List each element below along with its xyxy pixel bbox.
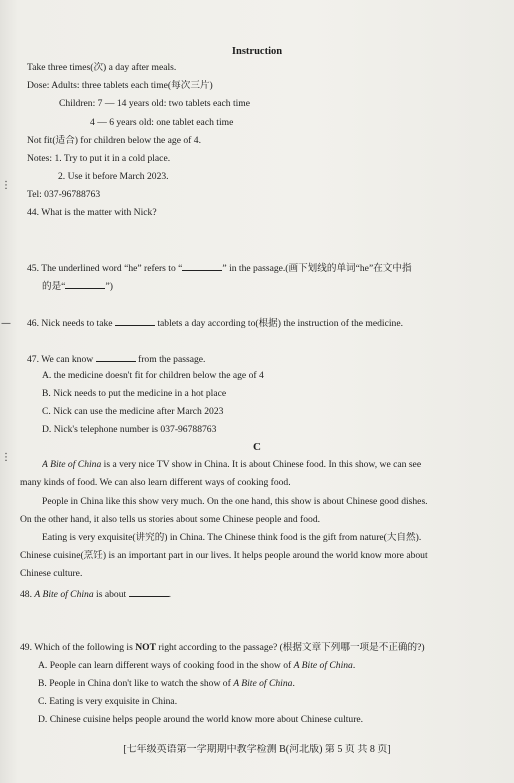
option: A. the medicine doesn't fit for children below the age of 4 <box>42 370 264 381</box>
option: D. Nick's telephone number is 037-96788763 <box>42 424 217 435</box>
passage-p2-line1: People in China like this show very much. On the one hand, this show is about Chinese good dishes. <box>42 496 428 507</box>
passage-p2-line2: On the other hand, it also tells us stories about some Chinese people and food. <box>20 514 321 525</box>
question-44-stem: 44. What is the matter with Nick? <box>27 207 157 218</box>
option: C. Eating is very exquisite in China. <box>38 696 178 707</box>
page-footer: [七年级英语第一学期期中教学检测 B(河北版) 第 5 页 共 8 页] <box>123 744 391 755</box>
stem-text: 45. The underlined word “he” refers to “ <box>27 263 183 274</box>
stem-text: 48. <box>20 589 35 600</box>
binding-mark: ⋮ <box>1 452 11 463</box>
show-title: A Bite of China <box>42 459 102 470</box>
answer-blank <box>65 279 105 289</box>
emphasis-not: NOT <box>135 642 156 653</box>
option-text: B. People in China don't like to watch the show of <box>38 678 234 689</box>
show-title: A Bite of China <box>34 589 94 600</box>
option: C. Nick can use the medicine after March 2023 <box>42 406 224 417</box>
passage-p3-line2: Chinese cuisine(烹饪) is an important part in our lives. It helps people around the world know more about <box>20 550 428 561</box>
passage-p3-line1: Eating is very exquisite(讲究的) in China. The Chinese think food is the gift from nature(大自然). <box>42 532 422 543</box>
passage-p1-line2: many kinds of food. We can also learn different ways of cooking food. <box>20 477 291 488</box>
question-46-stem <box>27 316 504 330</box>
section-c-label: C <box>253 441 261 453</box>
answer-blank <box>96 352 136 362</box>
question-48-stem: 48. A Bite of China is about . <box>20 589 171 600</box>
instruction-not-fit: Not fit(适合) for children below the age of 4. <box>27 135 201 146</box>
show-title: A Bite of China <box>233 678 293 689</box>
option-text: A. People can learn different ways of cooking food in the show of <box>38 660 294 671</box>
stem-text: 49. Which of the following is <box>20 642 136 653</box>
passage-p3-line3: Chinese culture. <box>20 568 83 579</box>
stem-text: ”) <box>105 281 113 292</box>
instruction-notes-2: 2. Use it before March 2023. <box>58 171 169 182</box>
answer-blank <box>129 587 169 597</box>
option: D. Chinese cuisine helps people around the world know more about Chinese culture. <box>38 714 364 725</box>
option: A. People can learn different ways of cooking food in the show of A Bite of China. <box>38 660 356 671</box>
stem-text: 46. Nick needs to take <box>27 318 113 329</box>
instruction-take: Take three times(次) a day after meals. <box>27 62 177 73</box>
stem-text: 的是“ <box>42 281 66 292</box>
passage-text: is a very nice TV show in China. It is about Chinese food. In this show, we can see <box>101 459 422 470</box>
stem-text: is about <box>93 589 127 600</box>
question-45-stem <box>27 261 504 275</box>
instruction-children-2: 4 — 6 years old: one tablet each time <box>90 117 234 128</box>
stem-text: right according to the passage? (根据文章下列哪一项是不正确的?) <box>156 642 425 653</box>
option: B. Nick needs to put the medicine in a hot place <box>42 388 227 399</box>
stem-text: 47. We can know <box>27 354 94 365</box>
option: B. People in China don't like to watch the show of A Bite of China. <box>38 678 295 689</box>
instruction-notes-1: Notes: 1. Try to put it in a cold place. <box>27 153 171 164</box>
show-title: A Bite of China <box>293 660 353 671</box>
passage-p1-line1 <box>42 459 504 471</box>
question-47-stem <box>27 352 504 366</box>
instruction-title: Instruction <box>231 46 283 57</box>
answer-blank <box>182 261 222 271</box>
instruction-dose: Dose: Adults: three tablets each time(每次三片) <box>27 80 213 91</box>
question-49-stem <box>20 642 504 654</box>
binding-mark: — <box>1 318 11 329</box>
stem-text: from the passage. <box>138 354 206 365</box>
instruction-tel: Tel: 037-96788763 <box>27 189 101 200</box>
answer-blank <box>115 316 155 326</box>
question-45-stem-cont <box>42 279 504 293</box>
stem-text: tablets a day according to(根据) the instruction of the medicine. <box>157 318 403 329</box>
stem-text: ” in the passage.(画下划线的单词“he”在文中指 <box>222 263 412 274</box>
instruction-children-1: Children: 7 — 14 years old: two tablets each time <box>59 98 251 109</box>
binding-mark: ⋮ <box>1 180 11 191</box>
